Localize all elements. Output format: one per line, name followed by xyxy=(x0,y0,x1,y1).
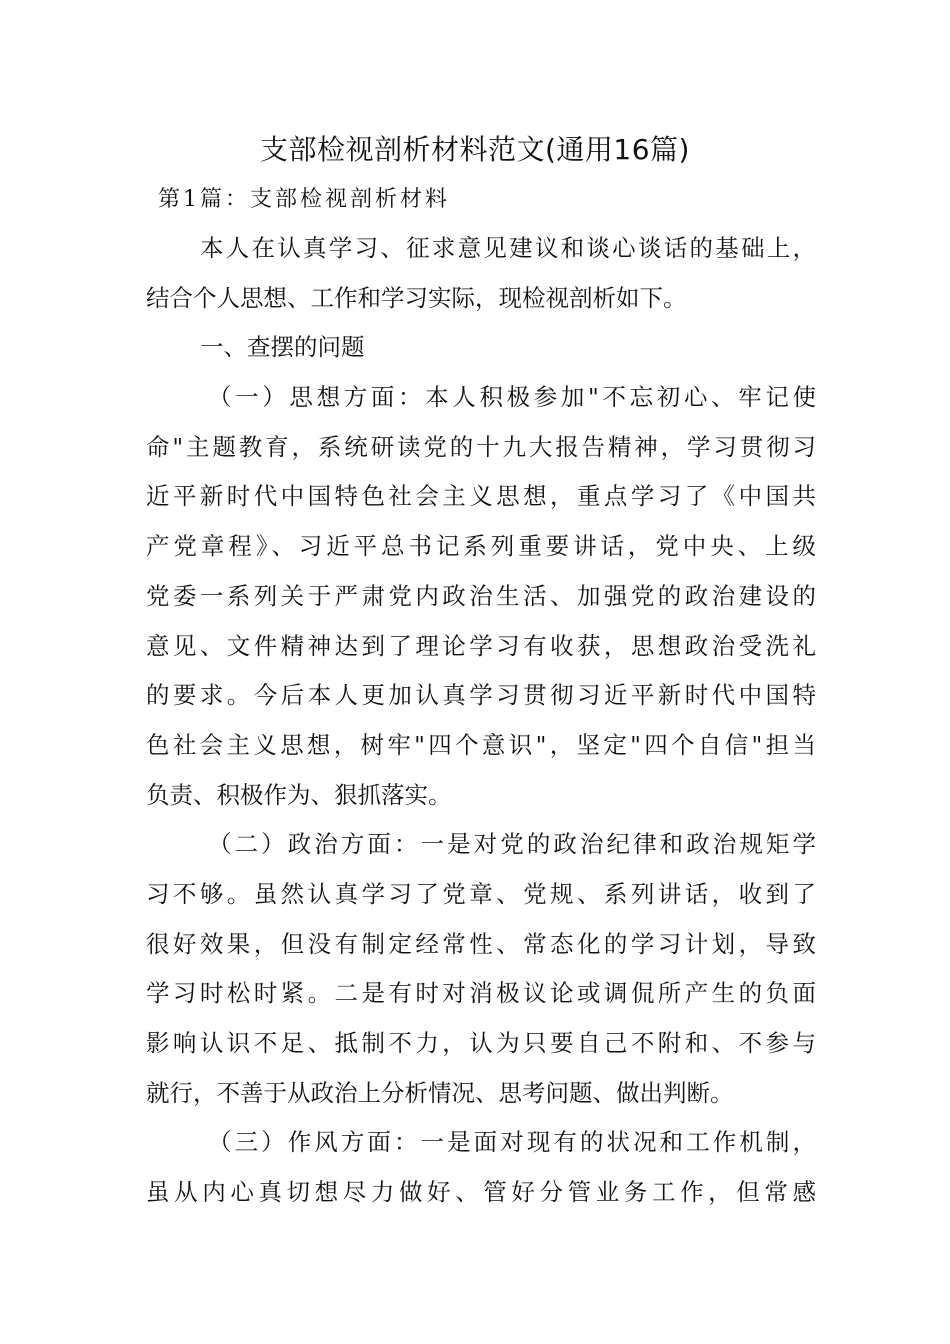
text-line: 本人在认真学习、征求意见建议和谈心谈话的基础上， xyxy=(200,234,816,262)
text-line: 一、查摆的问题 xyxy=(200,333,365,362)
text-line: （二）政治方面：一是对党的政治纪律和政治规矩学 xyxy=(208,830,816,859)
text-line: 党委一系列关于严肃党内政治生活、加强党的政治建设的 xyxy=(146,581,816,610)
text-line: （三）作风方面：一是面对现有的状况和工作机制， xyxy=(208,1128,816,1157)
text-line: （一）思想方面：本人积极参加"不忘初心、牢记使 xyxy=(208,383,816,412)
text-line: 意见、文件精神达到了理论学习有收获，思想政治受洗礼 xyxy=(146,631,816,660)
text-line: 习不够。虽然认真学习了党章、党规、系列讲话，收到了 xyxy=(146,879,816,908)
text-line: 色社会主义思想，树牢"四个意识"，坚定"四个自信"担当 xyxy=(146,730,816,759)
paragraph-thought xyxy=(146,373,816,820)
text-line: 负责、积极作为、狠抓落实。 xyxy=(146,780,452,809)
paragraph-intro xyxy=(146,224,816,323)
text-line: 结合个人思想、工作和学习实际，现检视剖析如下。 xyxy=(146,283,687,312)
text-line: 很好效果，但没有制定经常性、常态化的学习计划，导致 xyxy=(146,929,816,958)
section-heading: 第1篇：支部检视剖析材料 xyxy=(158,187,450,212)
text-line: 学习时松时紧。二是有时对消极议论或调侃所产生的负面 xyxy=(146,979,816,1008)
document-title: 支部检视剖析材料范文(通用16篇) xyxy=(260,133,690,166)
text-line: 近平新时代中国特色社会主义思想，重点学习了《中国共 xyxy=(146,482,816,511)
paragraph-politics xyxy=(146,820,816,1118)
text-line: 影响认识不足、抵制不力，认为只要自己不附和、不参与 xyxy=(146,1029,816,1057)
document-body xyxy=(146,224,816,1218)
text-line: 就行，不善于从政治上分析情况、思考问题、做出判断。 xyxy=(146,1078,734,1107)
text-line: 的要求。今后本人更加认真学习贯彻习近平新时代中国特 xyxy=(146,681,816,710)
heading-issues xyxy=(146,323,816,373)
text-line: 虽从内心真切想尽力做好、管好分管业务工作，但常感 xyxy=(146,1178,816,1207)
text-line: 命"主题教育，系统研读党的十九大报告精神，学习贯彻习 xyxy=(146,432,816,461)
text-line: 产党章程》、习近平总书记系列重要讲话，党中央、上级 xyxy=(146,532,816,561)
paragraph-style xyxy=(146,1118,816,1217)
